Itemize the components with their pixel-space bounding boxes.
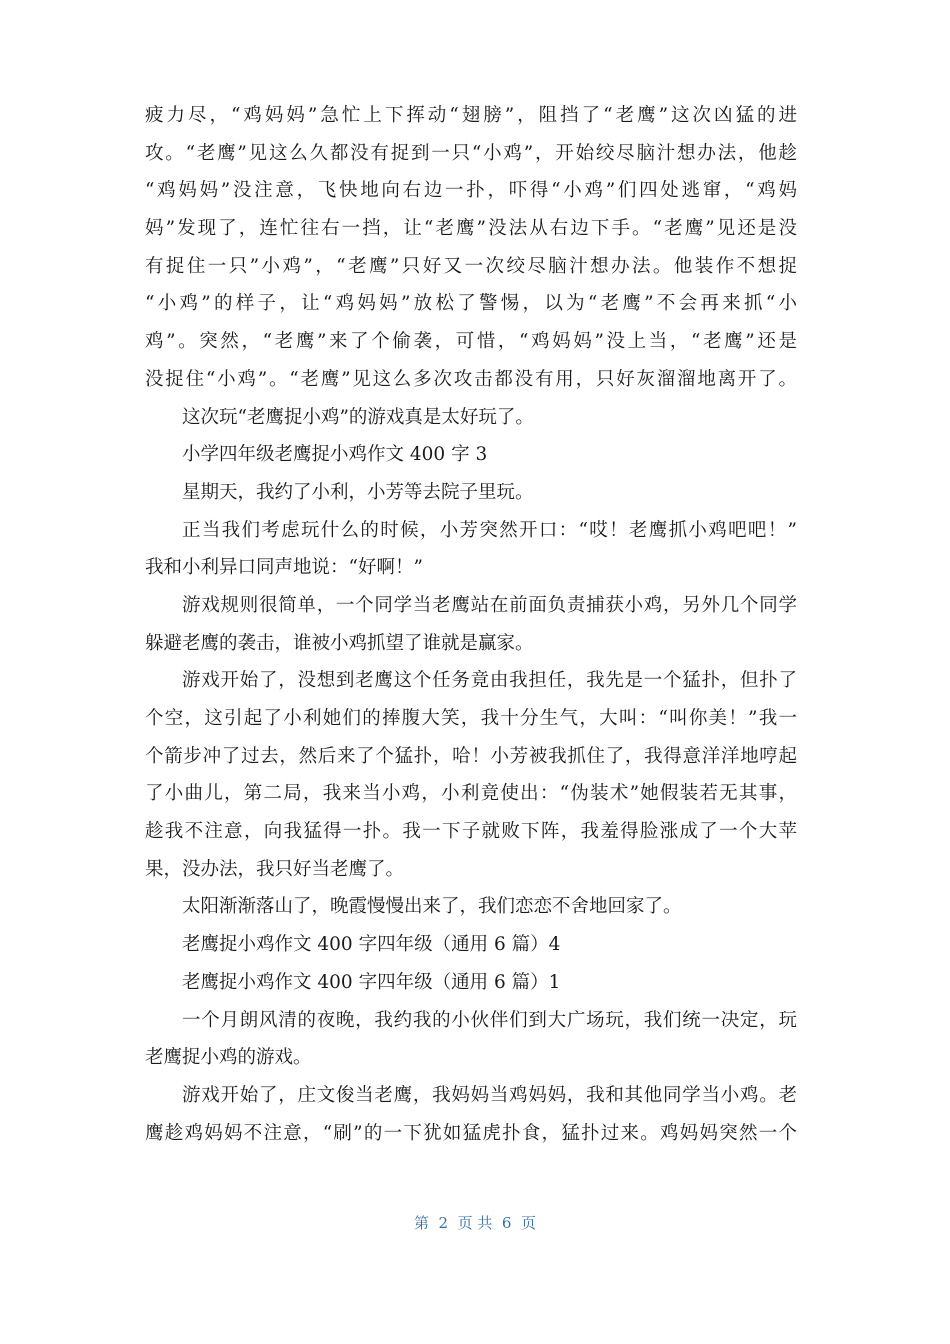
page-number-footer: 第 2 页 共 6 页 [414, 1214, 536, 1232]
text-line: 我和小利异口同声地说：“好啊！” [145, 557, 423, 579]
text-line: 太阳渐渐落山了，晚霞慢慢出来了，我们恋恋不舍地回家了。 [182, 896, 682, 918]
text-line: 躲避老鹰的袭击，谁被小鸡抓望了谁就是赢家。 [145, 632, 534, 654]
text-line: 游戏开始了，没想到老鹰这个任务竟由我担任，我先是一个猛扑，但扑了 [182, 670, 797, 692]
text-line: 果，没办法，我只好当老鹰了。 [145, 858, 405, 880]
text-line: 疲力尽，“鸡妈妈”急忙上下挥动“翅膀”，阻挡了“老鹰”这次凶猛的进 [145, 105, 797, 126]
text-line: 游戏规则很简单，一个同学当老鹰站在前面负责捕获小鸡，另外几个同学 [182, 594, 797, 616]
text-line: 老鹰捉小鸡的游戏。 [145, 1047, 312, 1069]
text-line: 个箭步冲了过去，然后来了个猛扑，哈！小芳被我抓住了，我得意洋洋地哼起 [145, 745, 797, 767]
text-line: 正当我们考虑玩什么的时候，小芳突然开口：“哎！老鹰抓小鸡吧吧！” [182, 519, 797, 541]
text-line: 鹰趁鸡妈妈不注意，“刷”的一下犹如猛虎扑食，猛扑过来。鸡妈妈突然一个 [145, 1122, 797, 1144]
text-line: 个空，这引起了小利她们的捧腹大笑，我十分生气，大叫：“叫你美！”我一 [145, 708, 797, 729]
text-line: 攻。“老鹰”见这么久都没有捉到一只“小鸡”，开始绞尽脑汁想办法，他趁 [145, 142, 797, 164]
text-line: 星期天，我约了小利，小芳等去院子里玩。 [182, 481, 534, 503]
document-body [145, 97, 797, 1152]
text-line: 妈”发现了，连忙往右一挡，让“老鹰”没法从右边下手。“老鹰”见还是没 [145, 218, 797, 240]
text-line: 一个月朗风清的夜晚，我约我的小伙伴们到大广场玩，我们统一决定，玩 [182, 1009, 797, 1031]
text-line: 老鹰捉小鸡作文 400 字四年级（通用 6 篇）1 [182, 971, 561, 993]
text-line: 有捉住一只”小鸡”，“老鹰”只好又一次绞尽脑汁想办法。他装作不想捉 [145, 255, 797, 277]
text-line: “鸡妈妈”没注意，飞快地向右边一扑，吓得“小鸡”们四处逃窜，“鸡妈 [145, 180, 797, 202]
text-line: 了小曲儿，第二局，我来当小鸡，小利竟使出：“伪装术”她假装若无其事， [145, 783, 797, 805]
text-line: 鸡”。突然，“老鹰”来了个偷袭，可惜，“鸡妈妈”没上当，“老鹰”还是 [145, 331, 797, 353]
text-line: “小鸡”的样子，让“鸡妈妈”放松了警惕，以为“老鹰”不会再来抓“小 [145, 293, 797, 315]
text-line: 小学四年级老鹰捉小鸡作文 400 字 3 [182, 444, 488, 466]
text-line: 没捉住“小鸡”。“老鹰”见这么多次攻击都没有用，只好灰溜溜地离开了。 [145, 368, 797, 390]
text-line: 这次玩“老鹰捉小鸡”的游戏真是太好玩了。 [182, 406, 534, 428]
text-line: 趁我不注意，向我猛得一扑。我一下子就败下阵，我羞得脸涨成了一个大苹 [145, 821, 797, 843]
text-line: 老鹰捉小鸡作文 400 字四年级（通用 6 篇）4 [182, 934, 561, 956]
text-line: 游戏开始了，庄文俊当老鹰，我妈妈当鸡妈妈，我和其他同学当小鸡。老 [182, 1084, 797, 1106]
